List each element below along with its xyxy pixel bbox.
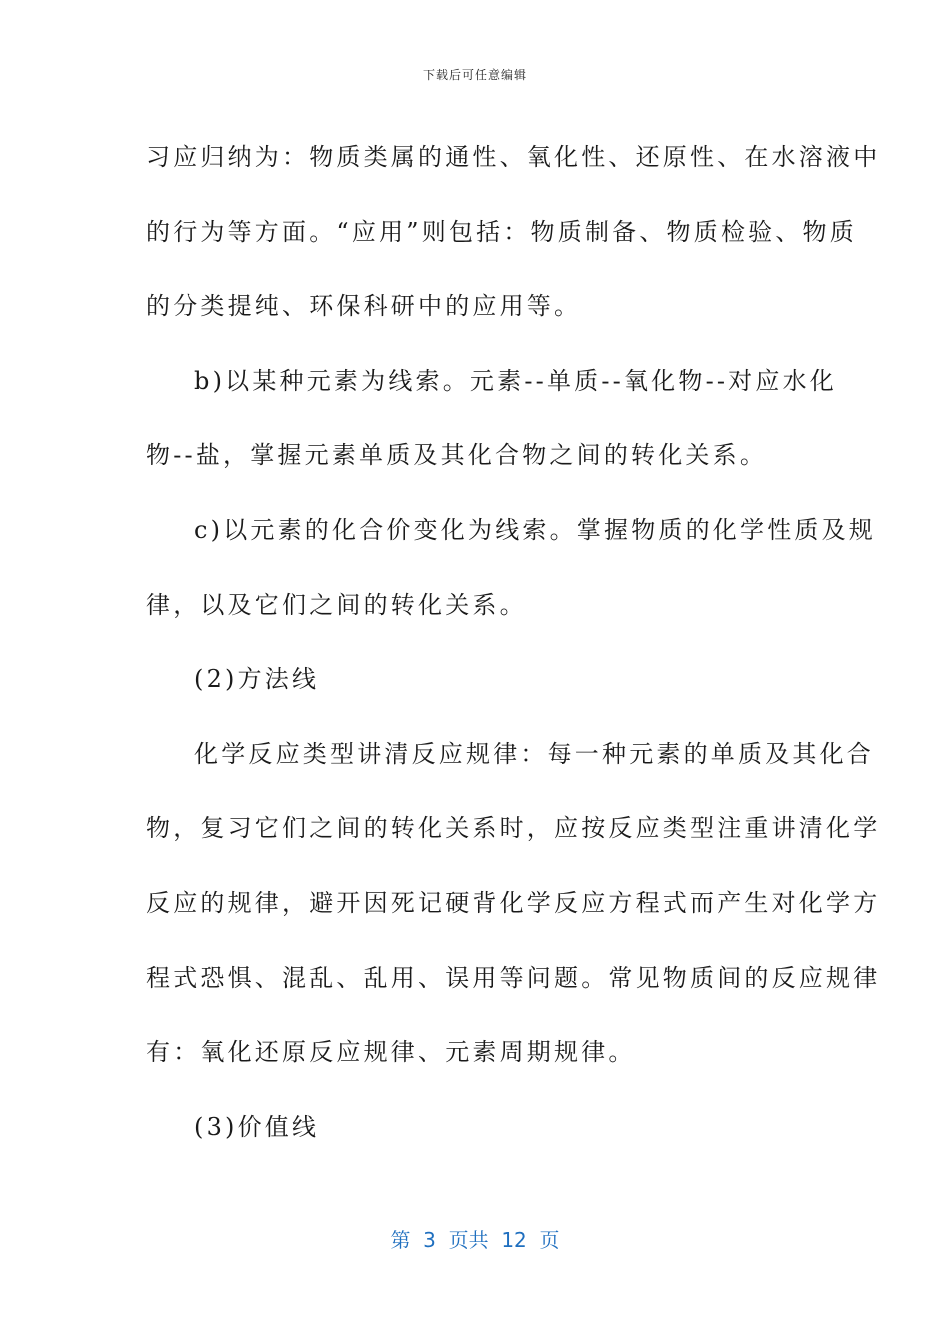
- section-heading: (2)方法线: [194, 665, 320, 694]
- text-line: c)以元素的化合价变化为线索。掌握物质的化学性质及规: [194, 515, 877, 544]
- text-line: 程式恐惧、混乱、乱用、误用等问题。常见物质间的反应规律: [146, 963, 881, 992]
- text-line: 物--盐，掌握元素单质及其化合物之间的转化关系。: [146, 441, 768, 470]
- text-line: 的分类提纯、环保科研中的应用等。: [146, 292, 582, 321]
- document-body: [146, 120, 881, 1164]
- text-line: 习应归纳为：物质类属的通性、氧化性、还原性、在水溶液中: [146, 143, 881, 171]
- header-note: 下载后可任意编辑: [422, 68, 527, 82]
- text-line: b)以某种元素为线索。元素--单质--氧化物--对应水化: [194, 366, 837, 395]
- text-line: 反应的规律，避开因死记硬背化学反应方程式而产生对化学方: [146, 888, 881, 917]
- text-line: 的行为等方面。“应用”则包括：物质制备、物质检验、物质: [146, 217, 857, 246]
- text-line: 律，以及它们之间的转化关系。: [146, 590, 527, 619]
- section-heading: (3)价值线: [194, 1112, 320, 1141]
- page-number: 第 3 页共 12 页: [390, 1228, 560, 1252]
- text-line: 有：氧化还原反应规律、元素周期规律。: [146, 1038, 636, 1067]
- text-line: 化学反应类型讲清反应规律：每一种元素的单质及其化合: [194, 739, 874, 768]
- text-line: 物，复习它们之间的转化关系时，应按反应类型注重讲清化学: [146, 814, 881, 843]
